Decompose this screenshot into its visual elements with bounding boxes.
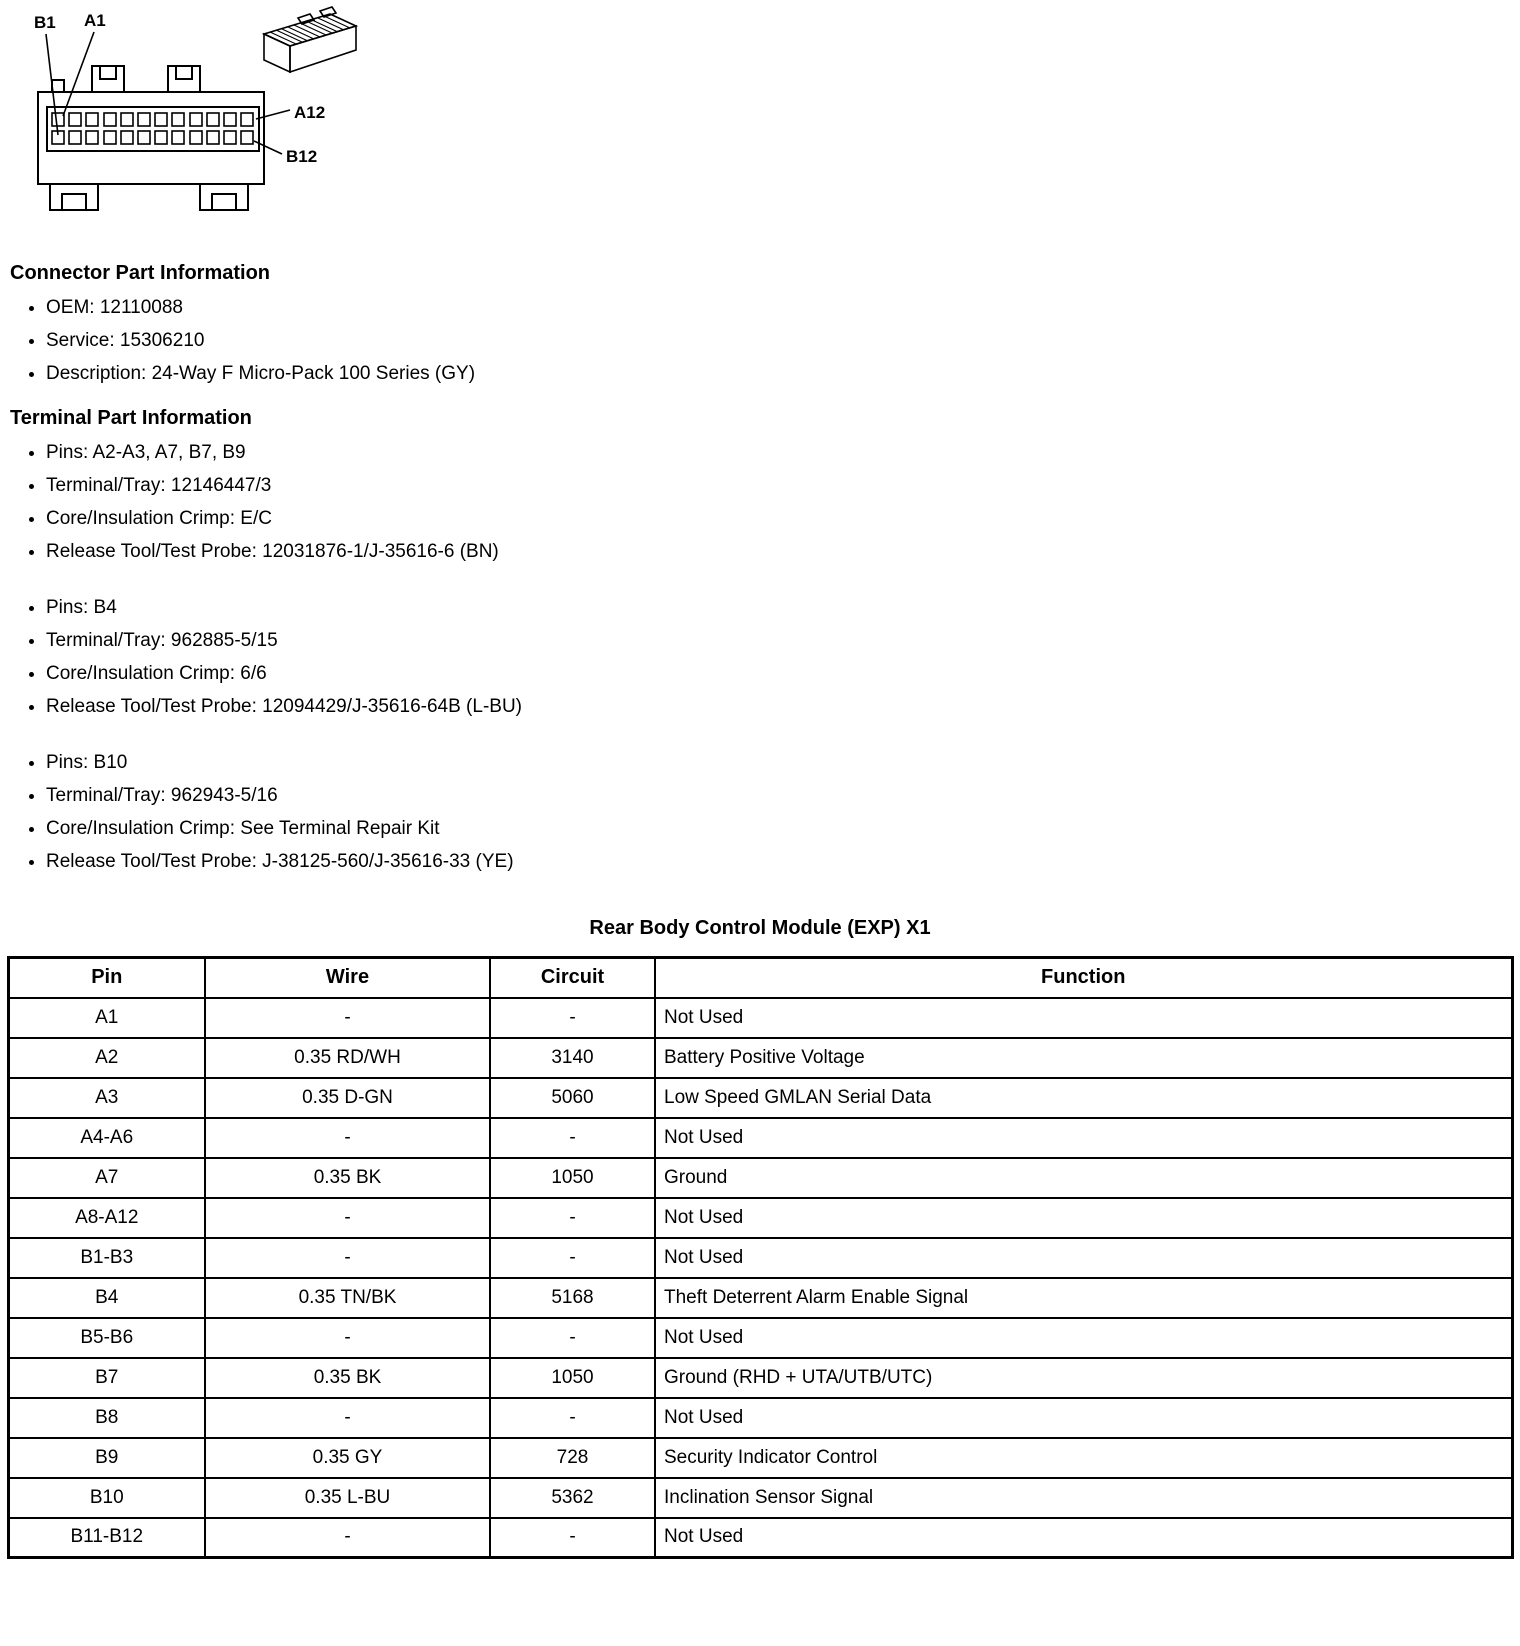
- list-item: • Pins: A2-A3, A7, B7, B9: [46, 442, 1520, 464]
- cell-wire: 0.35 D-GN: [205, 1078, 490, 1118]
- cell-pin: B1-B3: [8, 1238, 205, 1278]
- connector-front-view: [38, 66, 264, 210]
- cell-pin: A4-A6: [8, 1118, 205, 1158]
- cell-circuit: 5362: [490, 1478, 655, 1518]
- table-row: [8, 1158, 1512, 1198]
- col-header-function: Function: [655, 958, 1512, 998]
- cell-circuit: 1050: [490, 1158, 655, 1198]
- table-row: [8, 1198, 1512, 1238]
- cell-function: Not Used: [655, 1398, 1512, 1438]
- cell-pin: A1: [8, 998, 205, 1038]
- table-row: [8, 1278, 1512, 1318]
- cell-wire: -: [205, 1198, 490, 1238]
- connector-part-info-heading: Connector Part Information: [10, 262, 271, 284]
- cell-wire: -: [205, 1118, 490, 1158]
- cell-circuit: -: [490, 1318, 655, 1358]
- list-item: • Pins: B4: [46, 597, 1520, 619]
- cell-wire: -: [205, 1398, 490, 1438]
- cell-pin: B7: [8, 1358, 205, 1398]
- list-item: • Core/Insulation Crimp: See Terminal Repair Kit: [46, 818, 1520, 840]
- cell-circuit: -: [490, 1398, 655, 1438]
- table-header-row: [8, 958, 1512, 998]
- col-header-circuit: Circuit: [490, 958, 655, 998]
- cell-wire: -: [205, 1318, 490, 1358]
- cell-function: Security Indicator Control: [655, 1438, 1512, 1478]
- table-row: [8, 1318, 1512, 1358]
- cell-wire: -: [205, 998, 490, 1038]
- cell-wire: 0.35 BK: [205, 1158, 490, 1198]
- connector-diagram-area: [6, 4, 1520, 240]
- cell-circuit: 5168: [490, 1278, 655, 1318]
- pin-label-b12: B12: [286, 147, 318, 166]
- terminal-info-group-3: [12, 752, 1520, 873]
- list-item: • Terminal/Tray: 12146447/3: [46, 475, 1520, 497]
- cell-function: Theft Deterrent Alarm Enable Signal: [655, 1278, 1512, 1318]
- list-item: • Release Tool/Test Probe: J-38125-560/J-35616-33 (YE): [46, 851, 1520, 873]
- cell-function: Not Used: [655, 1118, 1512, 1158]
- list-item: • Release Tool/Test Probe: 12094429/J-35616-64B (L-BU): [46, 696, 1520, 718]
- cell-pin: A8-A12: [8, 1198, 205, 1238]
- cell-circuit: -: [490, 998, 655, 1038]
- cell-function: Not Used: [655, 1518, 1512, 1558]
- cell-circuit: -: [490, 1198, 655, 1238]
- cell-function: Ground: [655, 1158, 1512, 1198]
- terminal-info-group-2: [12, 597, 1520, 718]
- table-title: Rear Body Control Module (EXP) X1: [589, 917, 931, 939]
- terminal-info-group-1: [12, 442, 1520, 563]
- pin-label-b1: B1: [34, 13, 56, 32]
- cell-pin: B4: [8, 1278, 205, 1318]
- list-item: • Release Tool/Test Probe: 12031876-1/J-35616-6 (BN): [46, 541, 1520, 563]
- cell-wire: 0.35 BK: [205, 1358, 490, 1398]
- cell-circuit: -: [490, 1118, 655, 1158]
- cell-wire: 0.35 L-BU: [205, 1478, 490, 1518]
- table-row: [8, 1478, 1512, 1518]
- table-row: [8, 1358, 1512, 1398]
- pin-label-a12: A12: [294, 103, 326, 122]
- cell-pin: B9: [8, 1438, 205, 1478]
- list-item: • Terminal/Tray: 962943-5/16: [46, 785, 1520, 807]
- cell-wire: 0.35 GY: [205, 1438, 490, 1478]
- cell-circuit: -: [490, 1238, 655, 1278]
- cell-wire: -: [205, 1238, 490, 1278]
- cell-pin: B10: [8, 1478, 205, 1518]
- list-item: • Core/Insulation Crimp: 6/6: [46, 663, 1520, 685]
- col-header-wire: Wire: [205, 958, 490, 998]
- pin-grid: [52, 113, 253, 144]
- cell-circuit: 728: [490, 1438, 655, 1478]
- list-item: • Terminal/Tray: 962885-5/15: [46, 630, 1520, 652]
- list-item: • Description: 24-Way F Micro-Pack 100 Series (GY): [46, 363, 1520, 385]
- cell-circuit: 3140: [490, 1038, 655, 1078]
- table-row: [8, 1118, 1512, 1158]
- list-item: • Service: 15306210: [46, 330, 1520, 352]
- cell-function: Ground (RHD + UTA/UTB/UTC): [655, 1358, 1512, 1398]
- table-row: [8, 1038, 1512, 1078]
- table-row: [8, 1438, 1512, 1478]
- cell-circuit: 1050: [490, 1358, 655, 1398]
- cell-wire: -: [205, 1518, 490, 1558]
- cell-circuit: -: [490, 1518, 655, 1558]
- cell-wire: 0.35 TN/BK: [205, 1278, 490, 1318]
- cell-function: Not Used: [655, 998, 1512, 1038]
- pinout-table: [7, 956, 1514, 1559]
- cell-pin: B8: [8, 1398, 205, 1438]
- col-header-pin: Pin: [8, 958, 205, 998]
- cell-pin: B5-B6: [8, 1318, 205, 1358]
- terminal-part-info-section: [0, 407, 1520, 873]
- cell-function: Not Used: [655, 1318, 1512, 1358]
- list-item: • Pins: B10: [46, 752, 1520, 774]
- cell-pin: A7: [8, 1158, 205, 1198]
- cell-wire: 0.35 RD/WH: [205, 1038, 490, 1078]
- cell-function: Inclination Sensor Signal: [655, 1478, 1512, 1518]
- table-row: [8, 998, 1512, 1038]
- list-item: • OEM: 12110088: [46, 297, 1520, 319]
- table-row: [8, 1078, 1512, 1118]
- cell-function: Not Used: [655, 1238, 1512, 1278]
- connector-diagram: [6, 4, 386, 236]
- cell-circuit: 5060: [490, 1078, 655, 1118]
- table-row: [8, 1238, 1512, 1278]
- cell-function: Not Used: [655, 1198, 1512, 1238]
- cell-function: Low Speed GMLAN Serial Data: [655, 1078, 1512, 1118]
- cell-pin: A2: [8, 1038, 205, 1078]
- table-row: [8, 1518, 1512, 1558]
- pin-label-a1: A1: [84, 11, 106, 30]
- list-item: • Core/Insulation Crimp: E/C: [46, 508, 1520, 530]
- connector-3d-view: [264, 7, 356, 72]
- terminal-part-info-heading: Terminal Part Information: [10, 407, 252, 429]
- cell-pin: B11-B12: [8, 1518, 205, 1558]
- connector-info-list: [12, 297, 1520, 385]
- cell-pin: A3: [8, 1078, 205, 1118]
- table-row: [8, 1398, 1512, 1438]
- cell-function: Battery Positive Voltage: [655, 1038, 1512, 1078]
- connector-part-info-section: [0, 262, 1520, 385]
